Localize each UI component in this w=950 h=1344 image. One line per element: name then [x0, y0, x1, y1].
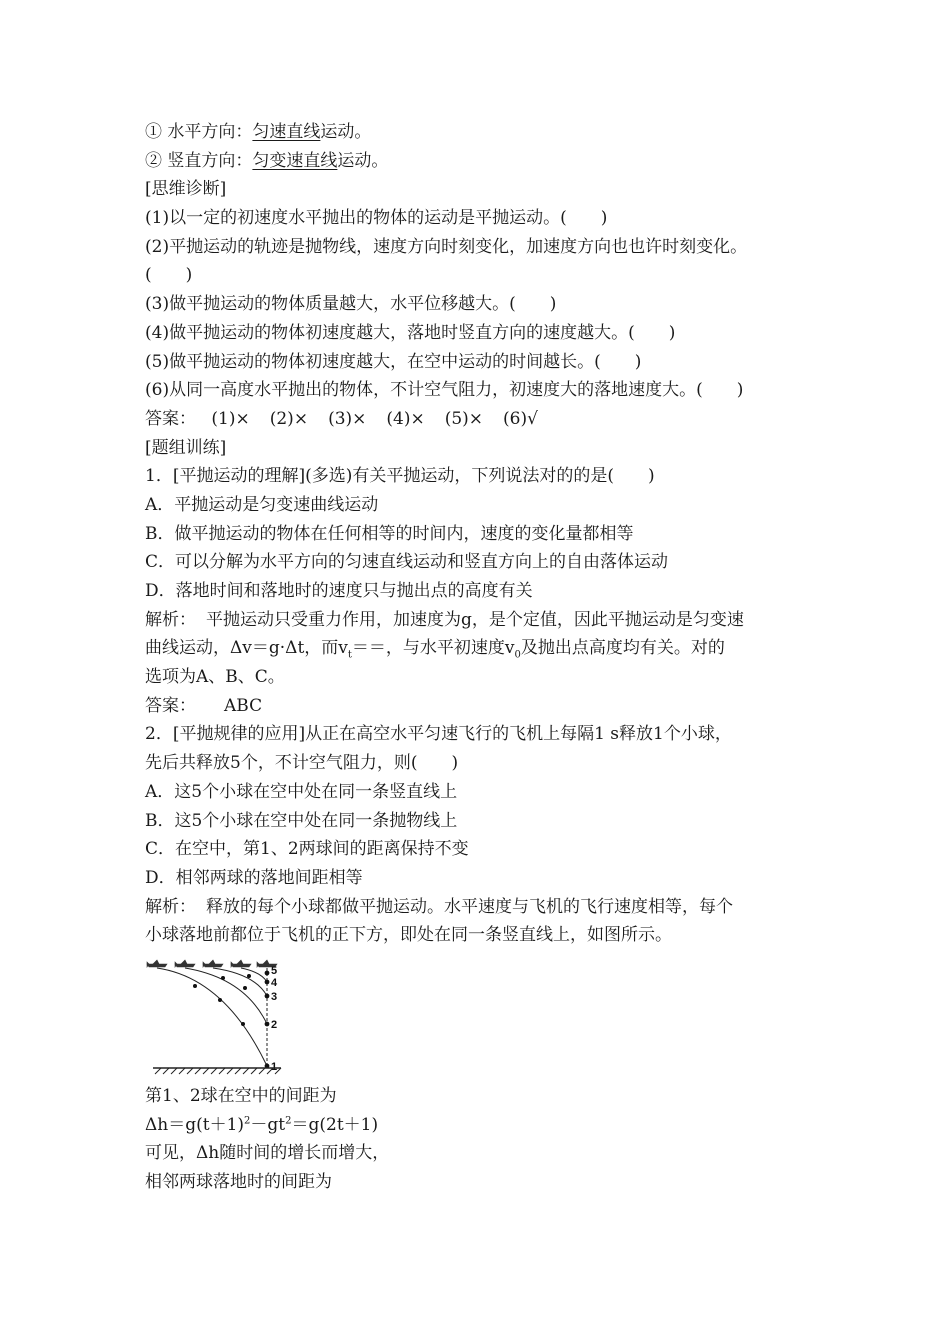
question-2-option: C．在空中，第1、2两球间的距离保持不变: [145, 839, 469, 860]
underlined-answer: 匀变速直线: [252, 150, 338, 171]
question-2-analysis: [145, 893, 815, 922]
analysis-text: 平抛运动只受重力作用，加速度为g，是个定值，因此平抛运动是匀变速: [206, 609, 744, 630]
ball: [218, 998, 222, 1002]
question-2-analysis-cont: 小球落地前都位于飞机的正下方，即处在同一条竖直线上，如图所示。: [145, 925, 672, 946]
ball: [241, 1022, 245, 1026]
ball-labels: [271, 965, 278, 1073]
ball-label: 1: [271, 1060, 278, 1073]
subscript: t: [347, 649, 352, 661]
question-1-option: A．平抛运动是匀变速曲线运动: [145, 494, 379, 515]
superscript: 2: [285, 1114, 292, 1126]
answer-item: (2)×: [269, 408, 309, 429]
ball: [265, 994, 270, 999]
trajectories: [157, 968, 267, 1066]
analysis-label: 解析：: [145, 896, 196, 917]
airplane-icon: [203, 960, 223, 967]
intro-suffix: 运动。: [337, 150, 389, 171]
answer-item: (5)×: [444, 408, 484, 429]
ball-label: 2: [271, 1018, 278, 1031]
diagnosis-item: ( ): [145, 265, 193, 286]
question-2-analysis-cont: 相邻两球落地时的间距为: [145, 1172, 332, 1192]
question-1-option: B．做平抛运动的物体在任何相等的时间内，速度的变化量都相等: [145, 523, 634, 544]
question-2-option: B．这5个小球在空中处在同一条抛物线上: [145, 810, 458, 831]
ball: [243, 986, 247, 990]
question-2-option: A．这5个小球在空中处在同一条竖直线上: [145, 781, 458, 802]
question-1-answer: [145, 692, 815, 721]
intro-horizontal: [145, 118, 815, 147]
formula-text: ＝g(2t＋1): [291, 1114, 379, 1135]
question-2-stem-cont: 先后共释放5个，不计空气阻力，则( ): [145, 753, 459, 774]
question-1-option: D．落地时间和落地时的速度只与抛出点的高度有关: [145, 581, 533, 601]
document-page: [145, 118, 815, 1197]
subscript: 0: [514, 649, 521, 661]
diagnosis-item: (5)做平抛运动的物体初速度越大，在空中运动的时间越长。( ): [145, 351, 642, 372]
answer-label: 答案：: [145, 408, 196, 429]
trajectory-ball-2: [185, 968, 267, 1024]
answer-item: (6)√: [503, 408, 538, 429]
ball-label: 4: [271, 976, 278, 989]
ball: [221, 976, 225, 980]
analysis-text: 释放的每个小球都做平抛运动。水平速度与飞机的飞行速度相等，每个: [206, 896, 733, 917]
diagnosis-item: (2)平抛运动的轨迹是抛物线，速度方向时刻变化，加速度方向也也许时刻变化。: [145, 236, 748, 257]
airplane-icon: [175, 960, 195, 967]
ball: [247, 974, 251, 978]
answer-item: (3)×: [328, 408, 367, 429]
training-heading: [题组训练]: [145, 437, 227, 458]
question-2-analysis-cont: 第1、2球在空中的间距为: [145, 1085, 337, 1106]
analysis-label: 解析：: [145, 609, 196, 630]
intro-vertical: [145, 147, 815, 176]
question-1-analysis-cont: [145, 634, 815, 663]
answer-value: ABC: [224, 695, 263, 716]
formula-text: Δh＝g(t＋1): [145, 1114, 245, 1135]
diagnosis-heading: [思维诊断]: [145, 179, 227, 200]
answer-label: 答案：: [145, 695, 196, 716]
diagnosis-item: (3)做平抛运动的物体质量越大，水平位移越大。( ): [145, 294, 557, 315]
analysis-text: 曲线运动，Δv＝g·Δt，而v: [145, 638, 348, 659]
diagnosis-item: (1)以一定的初速度水平抛出的物体的运动是平抛运动。( ): [145, 208, 608, 229]
ball-label: 5: [271, 964, 278, 977]
trajectory-ball-4: [241, 968, 267, 982]
question-2-option: D．相邻两球的落地间距相等: [145, 867, 363, 888]
question-1-analysis-cont: 选项为A、B、C。: [145, 667, 285, 688]
ball: [265, 1022, 270, 1027]
question-1-stem: 1．[平抛运动的理解](多选)有关平抛运动，下列说法对的的是( ): [145, 466, 655, 487]
ground: [153, 1068, 281, 1074]
ball: [193, 984, 197, 988]
analysis-text: ＝＝，与水平初速度v: [351, 638, 515, 659]
superscript: 2: [244, 1114, 251, 1126]
answer-item: (4)×: [386, 408, 425, 429]
underlined-answer: 匀速直线: [252, 122, 321, 142]
airplane-icon: [231, 960, 251, 967]
formula-line: [145, 1111, 815, 1140]
analysis-text: 及抛出点高度均有关。对的: [520, 638, 725, 659]
diagnosis-item: (6)从同一高度水平抛出的物体，不计空气阻力，初速度大的落地速度大。( ): [145, 380, 744, 401]
question-1-option: C．可以分解为水平方向的匀速直线运动和竖直方向上的自由落体运动: [145, 552, 669, 573]
question-1-analysis: [145, 606, 815, 635]
trajectory-ball-3: [213, 968, 267, 996]
question-2-stem: 2．[平抛规律的应用]从正在高空水平匀速飞行的飞机上每隔1 s释放1个小球，: [145, 724, 732, 745]
diagnosis-item: (4)做平抛运动的物体初速度越大，落地时竖直方向的速度越大。( ): [145, 322, 676, 343]
diagnosis-answers: [145, 405, 815, 434]
airplane-icon: [147, 960, 167, 967]
answer-item: (1)×: [211, 408, 250, 429]
ball-label: 3: [271, 990, 278, 1003]
projectile-figure: [145, 956, 285, 1080]
airplane-row: [147, 960, 277, 967]
intro-suffix: 运动。: [320, 122, 372, 142]
ball: [265, 980, 270, 985]
trajectory-ball-1: [157, 968, 267, 1066]
question-2-analysis-cont: 可见，Δh随时间的增长而增大，: [145, 1143, 390, 1164]
formula-text: －gt: [250, 1114, 286, 1135]
intro-prefix: ② 竖直方向：: [145, 150, 253, 171]
intro-prefix: ① 水平方向：: [145, 122, 253, 142]
ball: [265, 971, 270, 976]
